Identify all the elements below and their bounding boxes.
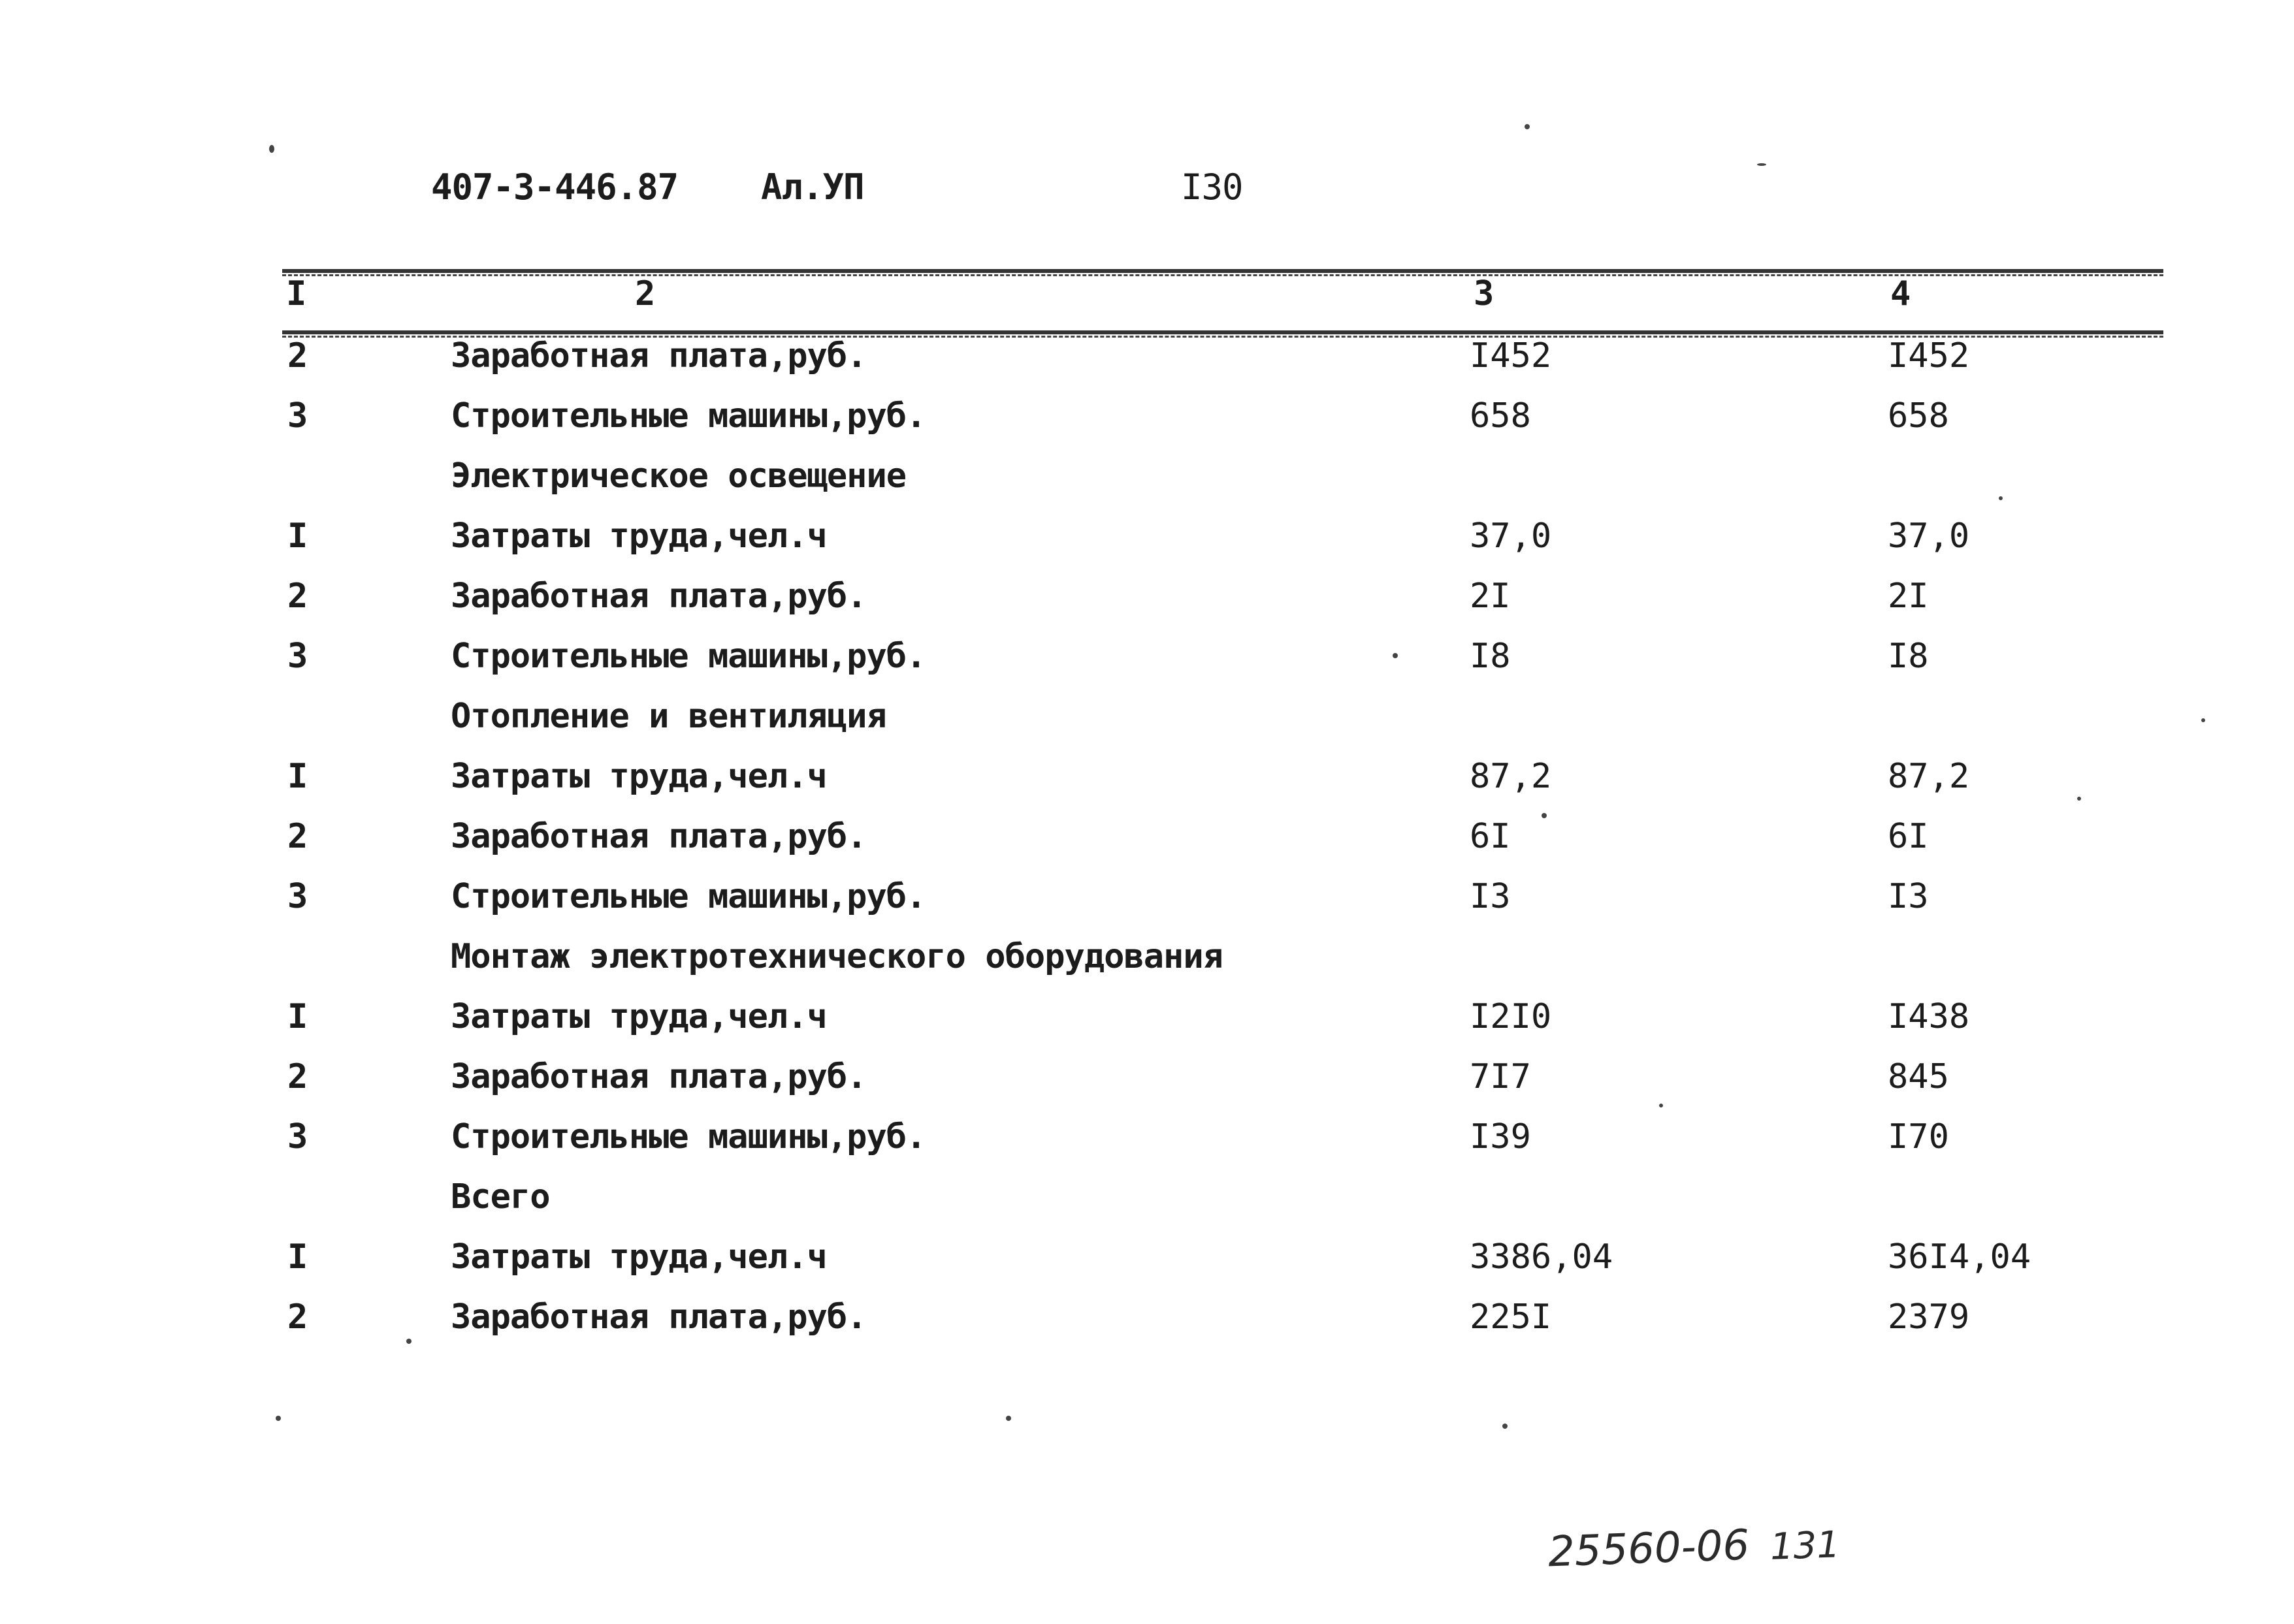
section-heading: Отопление и вентиляция (451, 697, 886, 736)
column-header-1: I (286, 274, 307, 313)
table-top-rule-dashed (282, 274, 2163, 276)
row-number: I (287, 1237, 308, 1277)
scan-speck (2201, 718, 2205, 722)
row-name: Строительные машины,руб. (451, 877, 926, 916)
row-value-col3: I39 (1470, 1117, 1531, 1156)
section-heading: Электрическое освещение (451, 456, 907, 496)
row-name: Заработная плата,руб. (451, 1057, 867, 1096)
page-number: I30 (1181, 167, 1243, 208)
scan-speck (1659, 1104, 1663, 1107)
table-row (0, 997, 2294, 1057)
handwritten-code: 25560-06 (1547, 1521, 1751, 1577)
row-value-col4: I438 (1888, 997, 1970, 1036)
row-value-col4: 2I (1888, 577, 1929, 616)
column-header-4: 4 (1890, 274, 1911, 313)
table-row (0, 637, 2294, 697)
table-row (0, 757, 2294, 817)
row-value-col3: 7I7 (1470, 1057, 1531, 1096)
row-number: 3 (287, 396, 308, 436)
row-number: 2 (287, 336, 308, 375)
table-row (0, 1057, 2294, 1117)
row-number: I (287, 757, 308, 796)
row-value-col3: I8 (1470, 637, 1511, 676)
row-value-col3: 2I (1470, 577, 1511, 616)
section-heading-row (0, 697, 2294, 757)
column-header-2: 2 (635, 274, 656, 313)
row-value-col4: 37,0 (1888, 517, 1970, 556)
row-value-col4: I3 (1888, 877, 1929, 916)
scan-speck (1999, 496, 2003, 500)
section-heading: Всего (451, 1177, 550, 1217)
row-name: Заработная плата,руб. (451, 336, 867, 375)
section-heading-row (0, 1177, 2294, 1237)
row-value-col3: I3 (1470, 877, 1511, 916)
row-value-col4: I452 (1888, 336, 1970, 375)
section-heading-row (0, 456, 2294, 517)
table-row (0, 1237, 2294, 1298)
row-value-col3: I2I0 (1470, 997, 1552, 1036)
row-value-col4: I70 (1888, 1117, 1949, 1156)
scan-speck (1542, 813, 1547, 818)
scan-speck (269, 145, 274, 153)
row-value-col4: I8 (1888, 637, 1929, 676)
row-name: Строительные машины,руб. (451, 637, 926, 676)
table-row (0, 396, 2294, 456)
scan-speck (1757, 163, 1766, 166)
row-value-col4: 6I (1888, 817, 1929, 856)
table-row (0, 1117, 2294, 1177)
row-value-col4: 36I4,04 (1888, 1237, 2031, 1277)
row-name: Заработная плата,руб. (451, 1298, 867, 1337)
scan-speck (1006, 1416, 1011, 1421)
row-value-col3: 3386,04 (1470, 1237, 1613, 1277)
row-number: 3 (287, 1117, 308, 1156)
row-value-col4: 87,2 (1888, 757, 1970, 796)
row-value-col3: I452 (1470, 336, 1552, 375)
row-number: 2 (287, 577, 308, 616)
row-value-col3: 37,0 (1470, 517, 1552, 556)
table-top-rule (282, 269, 2163, 273)
row-name: Затраты труда,чел.ч (451, 517, 827, 556)
scan-speck (406, 1339, 412, 1344)
scan-speck (276, 1416, 281, 1421)
scan-speck (1393, 653, 1398, 658)
row-value-col3: 6I (1470, 817, 1511, 856)
row-value-col4: 658 (1888, 396, 1949, 436)
handwritten-page-number: 131 (1769, 1523, 1841, 1568)
row-value-col3: 87,2 (1470, 757, 1552, 796)
row-name: Затраты труда,чел.ч (451, 757, 827, 796)
row-name: Строительные машины,руб. (451, 1117, 926, 1156)
row-name: Затраты труда,чел.ч (451, 1237, 827, 1277)
sheet-label: Ал.УП (761, 167, 864, 208)
section-heading-row (0, 937, 2294, 997)
row-number: 3 (287, 637, 308, 676)
scan-speck (1525, 124, 1530, 129)
row-name: Заработная плата,руб. (451, 577, 867, 616)
scan-speck (2077, 797, 2081, 801)
column-header-3: 3 (1474, 274, 1494, 313)
table-header-rule (282, 330, 2163, 334)
row-number: 2 (287, 1057, 308, 1096)
row-number: 3 (287, 877, 308, 916)
row-number: I (287, 517, 308, 556)
row-name: Заработная плата,руб. (451, 817, 867, 856)
row-number: 2 (287, 817, 308, 856)
row-name: Затраты труда,чел.ч (451, 997, 827, 1036)
table-row (0, 577, 2294, 637)
row-value-col4: 2379 (1888, 1298, 1970, 1337)
table-row (0, 1298, 2294, 1358)
row-name: Строительные машины,руб. (451, 396, 926, 436)
document-code: 407-3-446.87 (431, 167, 679, 208)
scan-speck (1502, 1424, 1508, 1429)
row-value-col3: 658 (1470, 396, 1531, 436)
table-row (0, 336, 2294, 396)
row-value-col3: 225I (1470, 1298, 1552, 1337)
row-number: 2 (287, 1298, 308, 1337)
row-value-col4: 845 (1888, 1057, 1949, 1096)
table-row (0, 817, 2294, 877)
table-row (0, 877, 2294, 937)
section-heading: Монтаж электротехнического оборудования (451, 937, 1223, 976)
row-number: I (287, 997, 308, 1036)
table-row (0, 517, 2294, 577)
